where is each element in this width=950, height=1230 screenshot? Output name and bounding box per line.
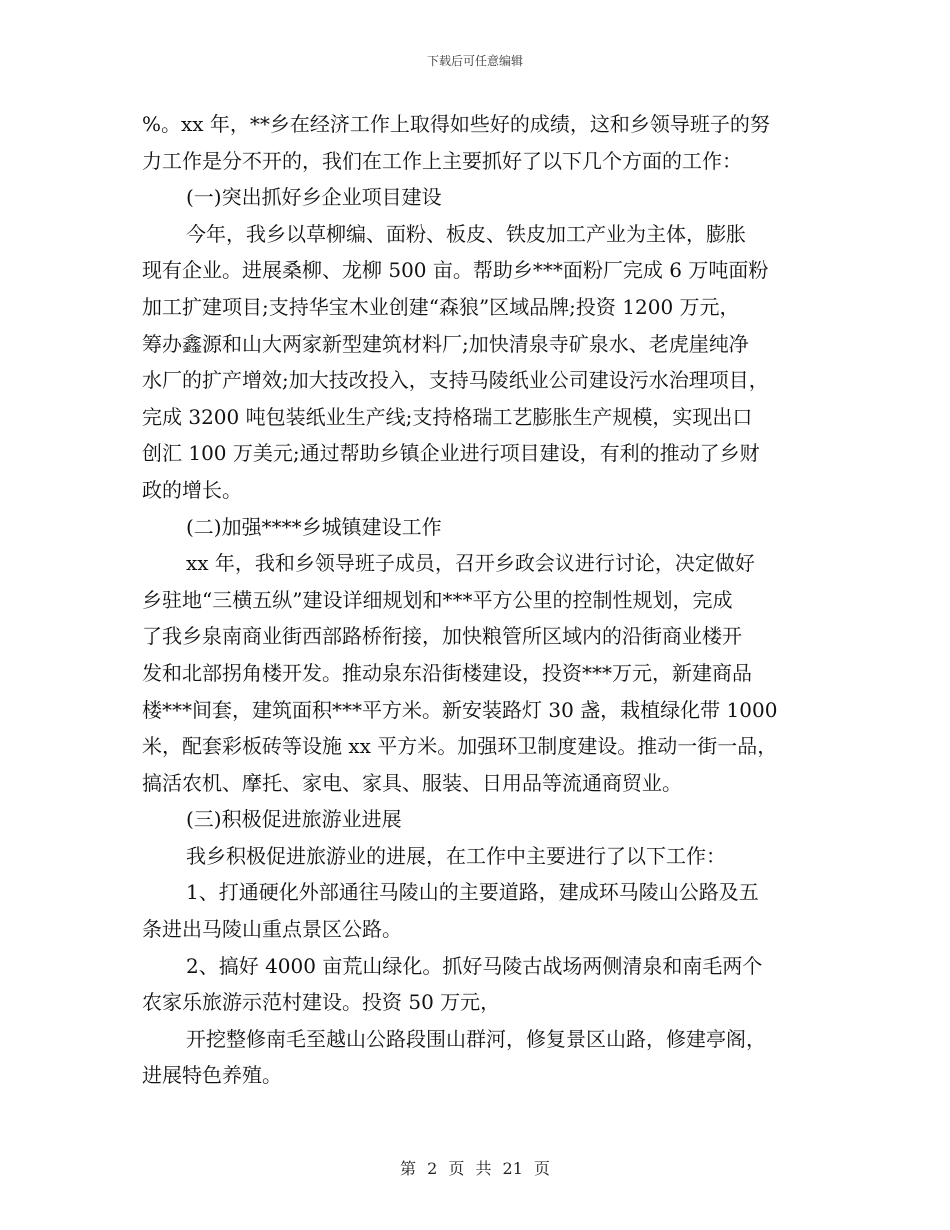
section-heading: (二)加强****乡城镇建设工作 [186, 514, 442, 539]
text-line: 筹办鑫源和山大两家新型建筑材料厂;加快清泉寺矿泉水、老虎崖纯净 [142, 331, 749, 356]
page-header: 下载后可任意编辑 [426, 54, 523, 68]
text-line: %。xx 年，**乡在经济工作上取得如些好的成绩，这和乡领导班子的努 [142, 112, 770, 136]
section-heading: (一)突出抓好乡企业项目建设 [186, 185, 442, 210]
text-line: 现有企业。进展桑柳、龙柳 500 亩。帮助乡***面粉厂完成 6 万吨面粉 [142, 258, 769, 283]
text-line: 楼***间套，建筑面积***平方米。新安装路灯 30 盏，栽植绿化带 1000 [142, 697, 778, 722]
text-line: 政的增长。 [142, 477, 242, 502]
document-body [142, 106, 822, 1094]
page-number-footer: 第 2 页 共 21 页 [400, 1159, 550, 1178]
list-item: 1、打通硬化外部通往马陵山的主要道路，建成环马陵山公路及五 [186, 880, 759, 905]
text-line: 搞活农机、摩托、家电、家具、服装、日用品等流通商贸业。 [142, 770, 682, 795]
text-line: 完成 3200 吨包装纸业生产线;支持格瑞工艺膨胀生产规模，实现出口 [142, 404, 753, 429]
text-line: 条进出马陵山重点景区公路。 [142, 917, 402, 942]
text-line: 进展特色养殖。 [142, 1063, 282, 1088]
text-line: 发和北部拐角楼开发。推动泉东沿街楼建设，投资***万元，新建商品 [142, 660, 752, 685]
text-line: 力工作是分不开的，我们在工作上主要抓好了以下几个方面的工作： [142, 148, 742, 173]
text-line: 农家乐旅游示范村建设。投资 50 万元， [142, 990, 501, 1015]
text-line: 我乡积极促进旅游业的进展，在工作中主要进行了以下工作： [186, 843, 726, 868]
text-line: 开挖整修南毛至越山公路段围山群河，修复景区山路，修建亭阁， [186, 1026, 766, 1051]
list-item: 2、搞好 4000 亩荒山绿化。抓好马陵古战场两侧清泉和南毛两个 [186, 953, 763, 978]
text-line: xx 年，我和乡领导班子成员，召开乡政会议进行讨论，决定做好 [186, 551, 755, 576]
text-line: 乡驻地“三横五纵”建设详细规划和***平方公里的控制性规划，完成 [142, 587, 733, 612]
text-line: 创汇 100 万美元;通过帮助乡镇企业进行项目建设，有利的推动了乡财 [142, 441, 760, 466]
text-line: 了我乡泉南商业街西部路桥衔接，加快粮管所区域内的沿街商业楼开 [142, 624, 742, 649]
text-line: 米，配套彩板砖等设施 xx 平方米。加强环卫制度建设。推动一街一品， [142, 734, 778, 759]
text-line: 加工扩建项目;支持华宝木业创建“森狼”区域品牌;投资 1200 万元， [142, 294, 740, 319]
text-line: 今年，我乡以草柳编、面粉、板皮、铁皮加工产业为主体，膨胀 [186, 221, 746, 246]
section-heading: (三)积极促进旅游业进展 [186, 807, 402, 832]
text-line: 水厂的扩产增效;加大技改投入，支持马陵纸业公司建设污水治理项目， [142, 368, 769, 393]
